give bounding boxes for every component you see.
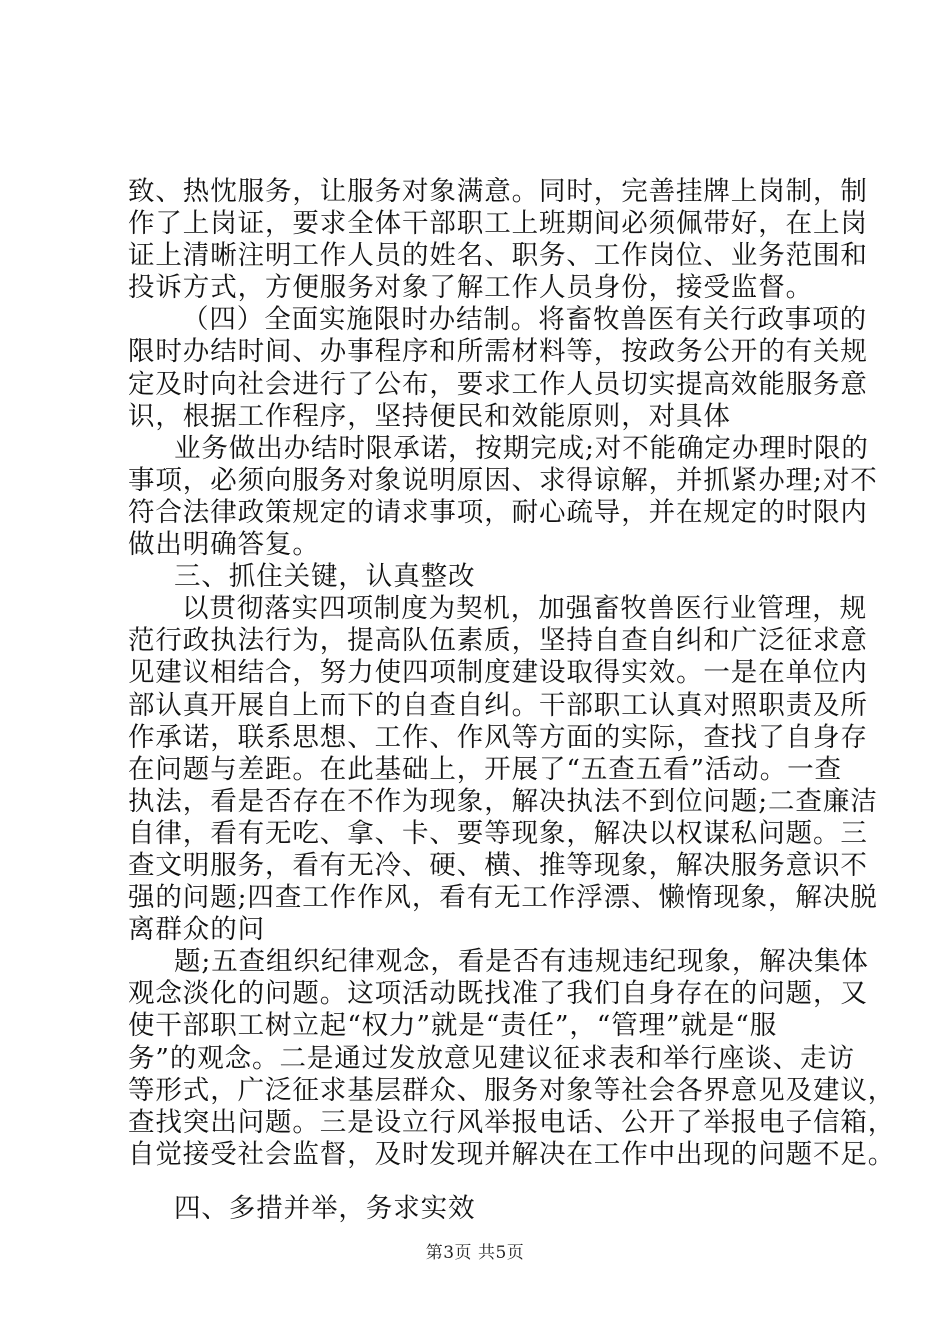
text-line: 范行政执法行为，提高队伍素质，坚持自查自纠和广泛征求意	[128, 625, 868, 657]
text-line: 离群众的问	[128, 914, 265, 946]
text-line: 识，根据工作程序，坚持便民和效能原则，对具体	[128, 400, 731, 432]
text-line: 查文明服务，看有无冷、硬、横、推等现象，解决服务意识不	[128, 849, 868, 881]
text-line: 见建议相结合，努力使四项制度建设取得实效。一是在单位内	[128, 657, 868, 689]
text-line: 业务做出办结时限承诺，按期完成;对不能确定办理时限的	[174, 432, 869, 464]
text-line: 部认真开展自上而下的自查自纠。干部职工认真对照职责及所	[128, 689, 868, 721]
text-line: 作承诺，联系思想、工作、作风等方面的实际，查找了自身存	[128, 721, 868, 753]
text-line: 使干部职工树立起“权力”就是“责任”，“管理”就是“服	[128, 1010, 778, 1042]
text-line: 致、热忱服务，让服务对象满意。同时，完善挂牌上岗制，制	[128, 176, 868, 207]
text-line: 自律，看有无吃、拿、卡、要等现象，解决以权谋私问题。三	[128, 817, 868, 849]
text-line: 题;五查组织纪律观念，看是否有违规违纪现象，解决集体	[174, 946, 869, 978]
text-line: 事项，必须向服务对象说明原因、求得谅解，并抓紧办理;对不	[128, 464, 878, 496]
text-line: 符合法律政策规定的请求事项，耐心疏导，并在规定的时限内	[128, 496, 868, 528]
page-footer: 第3页 共5页	[425, 1243, 525, 1263]
text-line: 务”的观念。二是通过发放意见建议征求表和举行座谈、走访	[128, 1042, 855, 1074]
text-line: 等形式，广泛征求基层群众、服务对象等社会各界意见及建议，	[128, 1074, 896, 1106]
text-line: 以贯彻落实四项制度为契机，加强畜牧兽医行业管理，规	[182, 593, 867, 625]
text-line: 查找突出问题。三是设立行风举报电话、公开了举报电子信箱，	[128, 1106, 896, 1138]
text-line: 执法，看是否存在不作为现象，解决执法不到位问题;二查廉洁	[128, 785, 878, 817]
text-line: 强的问题;四查工作作风，看有无工作浮漂、懒惰现象，解决脱	[128, 882, 878, 914]
text-line: 证上清晰注明工作人员的姓名、职务、工作岗位、业务范围和	[128, 240, 868, 272]
text-line: 在问题与差距。在此基础上，开展了“五查五看”活动。一查	[128, 753, 842, 785]
section-heading: 三、抓住关键，认真整改	[174, 561, 476, 593]
text-line: 限时办结时间、办事程序和所需材料等，按政务公开的有关规	[128, 336, 868, 368]
text-line: 做出明确答复。	[128, 529, 320, 561]
text-line: 作了上岗证，要求全体干部职工上班期间必须佩带好，在上岗	[128, 208, 868, 240]
text-line: 观念淡化的问题。这项活动既找准了我们自身存在的问题，又	[128, 978, 868, 1010]
section-heading: 四、多措并举，务求实效	[174, 1192, 476, 1224]
text-line: 投诉方式，方便服务对象了解工作人员身份，接受监督。	[128, 272, 813, 304]
text-line: 自觉接受社会监督，及时发现并解决在工作中出现的问题不足。	[128, 1138, 896, 1170]
text-line: 定及时向社会进行了公布，要求工作人员切实提高效能服务意	[128, 368, 868, 400]
text-line: （四）全面实施限时办结制。将畜牧兽医有关行政事项的	[182, 304, 867, 336]
document-body	[128, 176, 896, 1225]
